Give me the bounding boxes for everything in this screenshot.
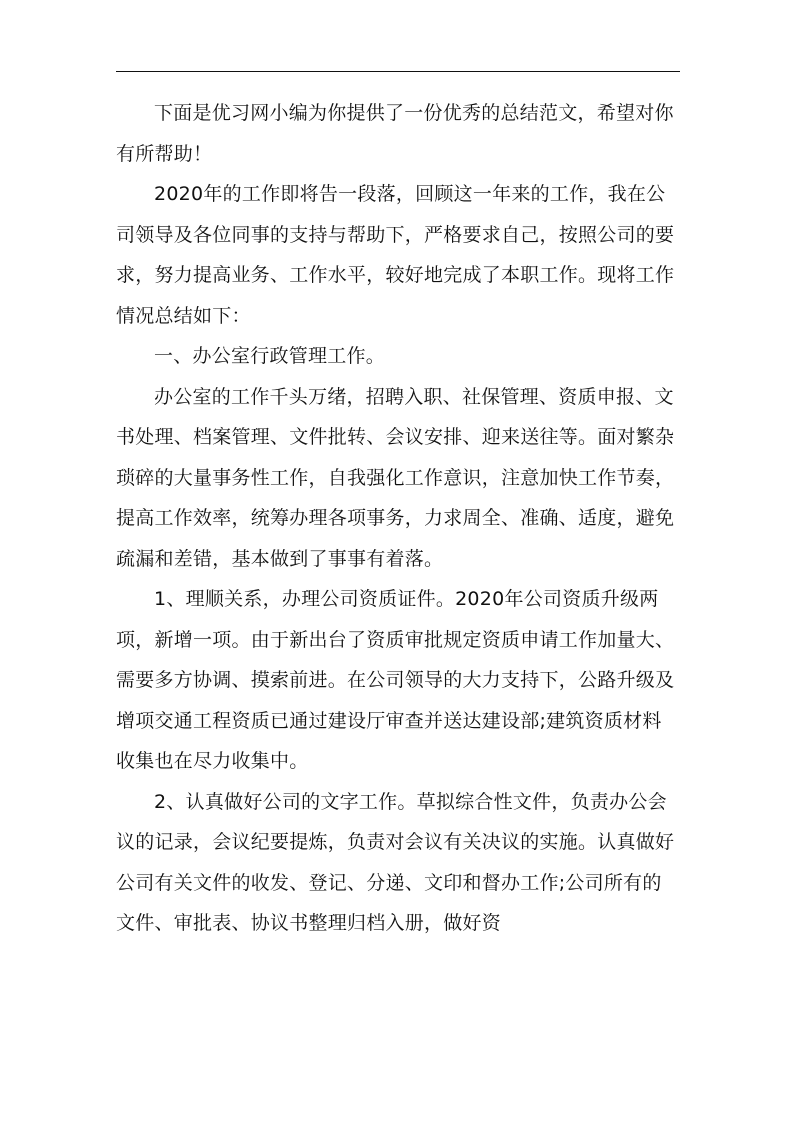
- section-heading: 一、办公室行政管理工作。: [154, 345, 386, 367]
- intro-paragraph: 下面是优习网小编为你提供了一份优秀的总结范文，希望对你有所帮助！: [116, 102, 674, 165]
- office-work-paragraph: 办公室的工作千头万绪，招聘入职、社保管理、资质申报、文书处理、档案管理、文件批转、会议安排、迎来送往等。面对繁杂琐碎的大量事务性工作，自我强化工作意识，注意加快工作节奏，提高工作效率，统筹办理各项事务，力求周全、准确、适度，避免疏漏和差错，基本做到了事事有着落。: [116, 385, 675, 570]
- document-body: [116, 93, 680, 944]
- documentation-paragraph: 2、认真做好公司的文字工作。草拟综合性文件，负责办公会议的记录，会议纪要提炼，负责对会议有关决议的实施。认真做好公司有关文件的收发、登记、分递、文印和督办工作;公司所有的文件、审批表、协议书整理归档入册，做好资: [116, 790, 675, 934]
- header-rule: [116, 71, 680, 72]
- summary-paragraph: 2020年的工作即将告一段落，回顾这一年来的工作，我在公司领导及各位同事的支持与帮助下，严格要求自己，按照公司的要求，努力提高业务、工作水平，较好地完成了本职工作。现将工作情况总结如下：: [116, 183, 675, 327]
- qualification-paragraph: 1、理顺关系，办理公司资质证件。2020年公司资质升级两项，新增一项。由于新出台了资质审批规定资质申请工作加量大、需要多方协调、摸索前进。在公司领导的大力支持下，公路升级及增项交通工程资质已通过建设厅审查并送达建设部;建筑资质材料收集也在尽力收集中。: [116, 588, 675, 772]
